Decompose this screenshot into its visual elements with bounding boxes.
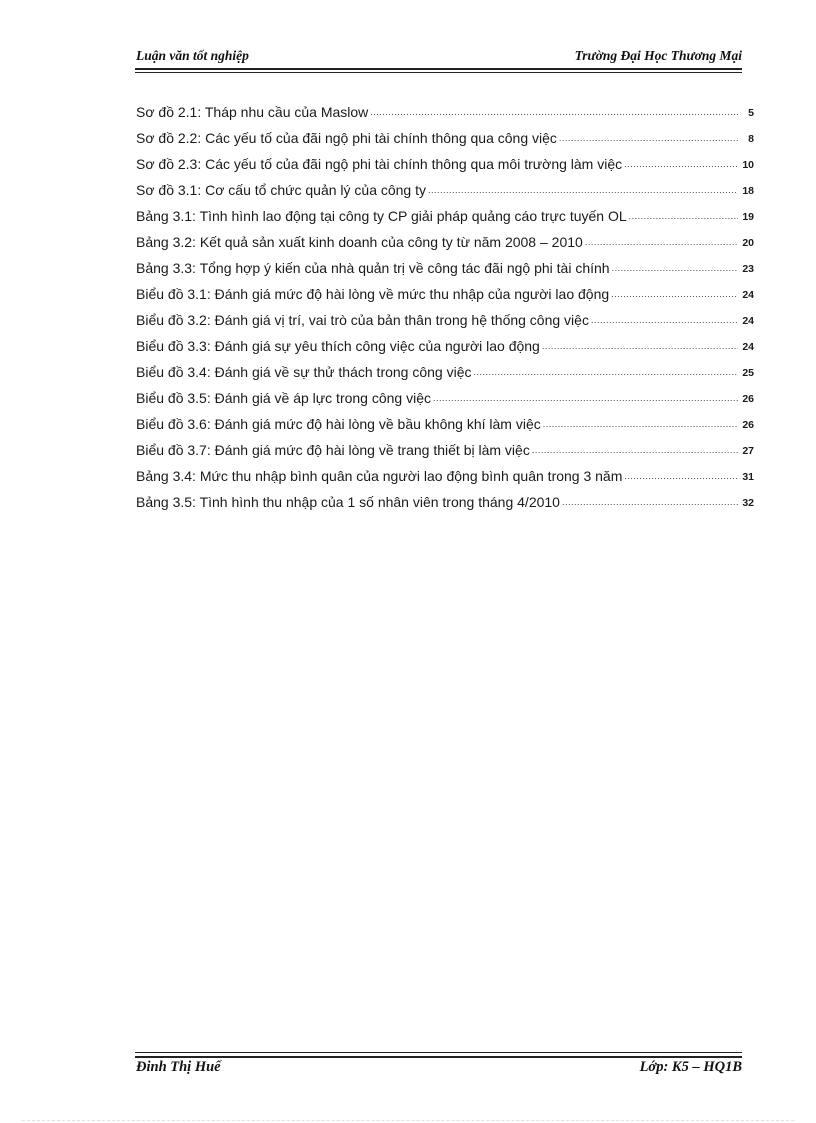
toc-entry-page: 26 [742, 393, 754, 405]
list-of-figures [136, 94, 754, 510]
toc-leader-dots [428, 185, 738, 195]
page-edge [22, 1120, 794, 1121]
toc-entry-label: Biểu đồ 3.5: Đánh giá về áp lực trong công việc [136, 390, 431, 406]
toc-entry-page: 10 [742, 159, 754, 171]
toc-leader-dots [562, 497, 738, 507]
footer-rule [135, 1056, 742, 1058]
toc-entry[interactable] [136, 146, 754, 172]
toc-entry[interactable] [136, 328, 754, 354]
toc-entry[interactable] [136, 120, 754, 146]
toc-entry-page: 18 [742, 185, 754, 197]
toc-entry-page: 19 [742, 211, 754, 223]
toc-entry-page: 24 [742, 289, 754, 301]
toc-leader-dots [591, 315, 738, 325]
toc-leader-dots [624, 471, 738, 481]
toc-entry-page: 8 [748, 133, 754, 145]
toc-entry-label: Sơ đồ 2.1: Tháp nhu cầu của Maslow [136, 104, 369, 120]
toc-entry[interactable] [136, 276, 754, 302]
header-thesis-title: Luận văn tốt nghiệp [136, 48, 249, 63]
toc-leader-dots [433, 393, 738, 403]
toc-leader-dots [585, 237, 738, 247]
toc-entry-page: 32 [742, 497, 754, 509]
toc-leader-dots [370, 107, 738, 117]
toc-entry-label: Sơ đồ 3.1: Cơ cấu tổ chức quản lý của công ty [136, 182, 427, 198]
toc-entry-label: Bảng 3.1: Tình hình lao động tại công ty CP giải pháp quảng cáo trực tuyến OL [136, 208, 627, 224]
toc-entry-label: Biểu đồ 3.2: Đánh giá vị trí, vai trò của bản thân trong hệ thống công việc [136, 312, 589, 328]
footer-rule-thin [135, 1052, 742, 1053]
toc-entry[interactable] [136, 380, 754, 406]
toc-entry-page: 24 [742, 315, 754, 327]
toc-entry-label: Biểu đồ 3.7: Đánh giá mức độ hài lòng về trang thiết bị làm việc [136, 442, 530, 458]
header-rule-thin [135, 72, 742, 73]
toc-entry[interactable] [136, 172, 754, 198]
toc-entry-page: 20 [742, 237, 754, 249]
toc-leader-dots [629, 211, 738, 221]
toc-entry-page: 23 [742, 263, 754, 275]
toc-leader-dots [559, 133, 738, 143]
toc-leader-dots [611, 289, 738, 299]
toc-entry-page: 25 [742, 367, 754, 379]
toc-entry-label: Biểu đồ 3.4: Đánh giá về sự thử thách trong công việc [136, 364, 472, 380]
toc-entry[interactable] [136, 250, 754, 276]
toc-entry[interactable] [136, 484, 754, 510]
header-university: Trường Đại Học Thương Mại [574, 48, 742, 63]
toc-entry-label: Bảng 3.2: Kết quả sản xuất kinh doanh của công ty từ năm 2008 – 2010 [136, 234, 583, 250]
toc-entry-label: Bảng 3.5: Tình hình thu nhập của 1 số nhân viên trong tháng 4/2010 [136, 494, 560, 510]
toc-entry[interactable] [136, 354, 754, 380]
footer-author: Đinh Thị Huế [136, 1059, 221, 1075]
toc-entry-page: 26 [742, 419, 754, 431]
toc-leader-dots [543, 419, 738, 429]
toc-entry-label: Biểu đồ 3.3: Đánh giá sự yêu thích công việc của người lao động [136, 338, 540, 354]
footer-class: Lớp: K5 – HQ1B [639, 1059, 742, 1075]
toc-entry-page: 31 [742, 471, 754, 483]
toc-leader-dots [612, 263, 738, 273]
toc-entry-label: Bảng 3.4: Mức thu nhập bình quân của người lao động bình quân trong 3 năm [136, 468, 623, 484]
toc-entry[interactable] [136, 458, 754, 484]
toc-entry-label: Sơ đồ 2.3: Các yếu tố của đãi ngộ phi tài chính thông qua môi trường làm việc [136, 156, 623, 172]
toc-entry-label: Biểu đồ 3.1: Đánh giá mức độ hài lòng về mức thu nhập của người lao động [136, 286, 610, 302]
toc-entry-page: 24 [742, 341, 754, 353]
toc-entry[interactable] [136, 432, 754, 458]
toc-entry-page: 5 [748, 107, 754, 119]
toc-entry[interactable] [136, 406, 754, 432]
header-rule [135, 68, 742, 70]
toc-entry[interactable] [136, 302, 754, 328]
toc-leader-dots [474, 367, 738, 377]
toc-leader-dots [532, 445, 738, 455]
toc-leader-dots [542, 341, 738, 351]
toc-entry-label: Bảng 3.3: Tổng hợp ý kiến của nhà quản trị về công tác đãi ngộ phi tài chính [136, 260, 610, 276]
toc-entry[interactable] [136, 224, 754, 250]
toc-entry-label: Biểu đồ 3.6: Đánh giá mức độ hài lòng về bầu không khí làm việc [136, 416, 541, 432]
toc-entry[interactable] [136, 94, 754, 120]
toc-entry-page: 27 [742, 445, 754, 457]
toc-leader-dots [624, 159, 738, 169]
toc-entry[interactable] [136, 198, 754, 224]
toc-entry-label: Sơ đồ 2.2: Các yếu tố của đãi ngộ phi tài chính thông qua công việc [136, 130, 557, 146]
